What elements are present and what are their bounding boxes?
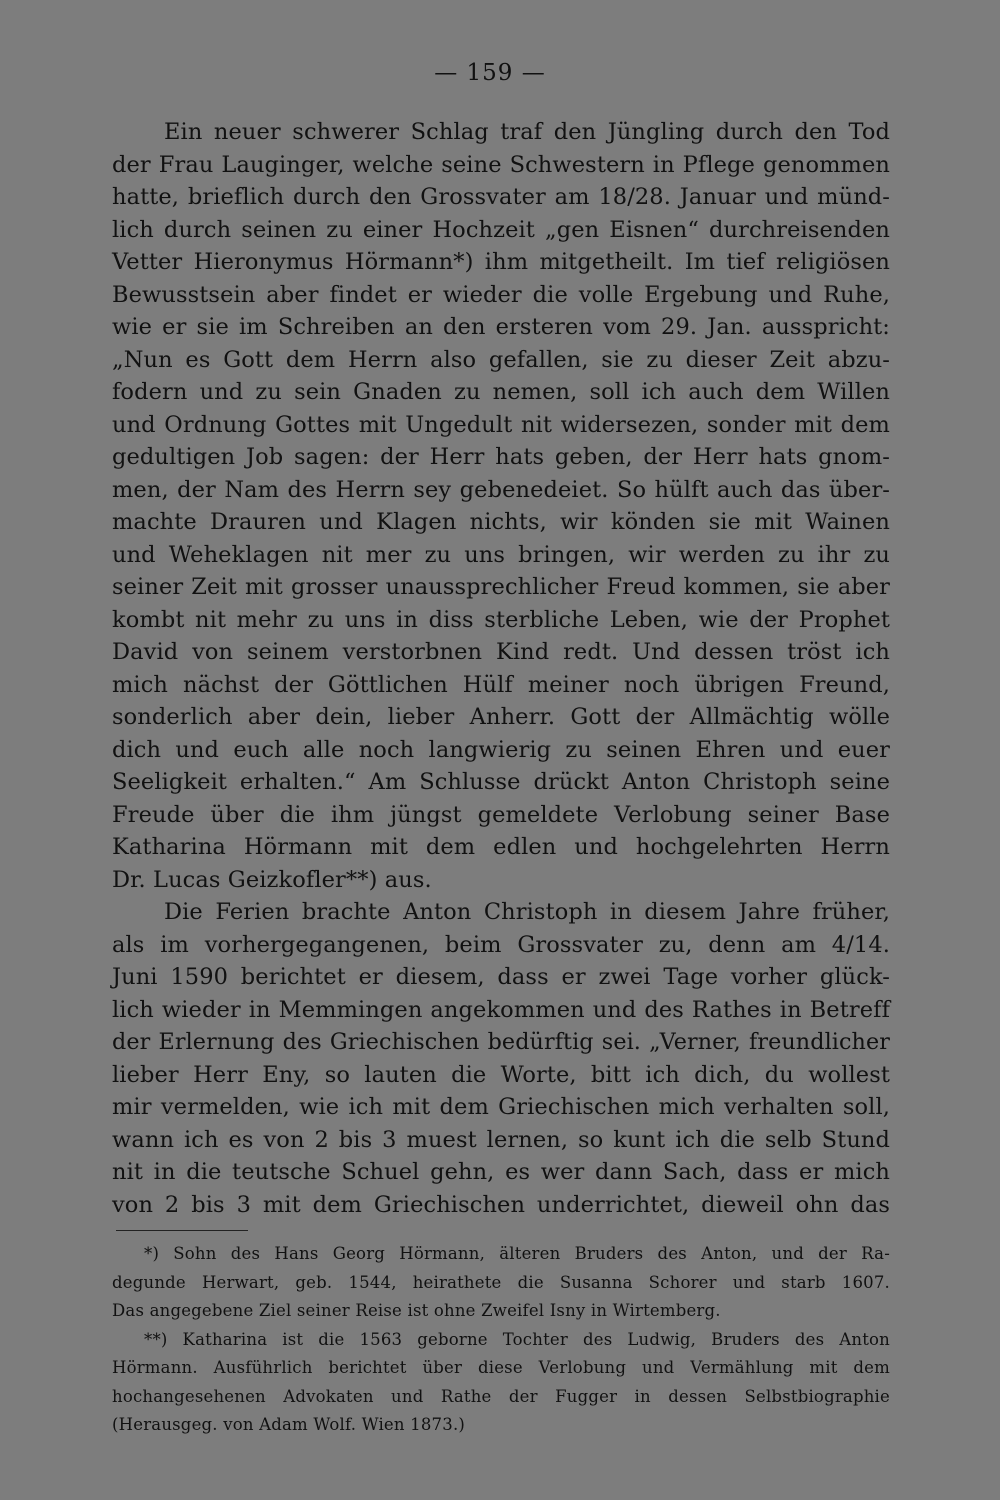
footnote-line-5: Hörmann. Ausführlich berichtet über diese Verlobung und Vermählung mit dem [112, 1358, 890, 1377]
text-line-20: dich und euch alle noch langwierig zu seinen Ehren und euer [112, 736, 890, 763]
text-line-32: wann ich es von 2 bis 3 muest lernen, so kunt ich die selb Stund [112, 1126, 890, 1153]
text-line-7: wie er sie im Schreiben an den ersteren vom 29. Jan. ausspricht: [112, 314, 890, 340]
text-line-27: Juni 1590 berichtet er diesem, dass er zwei Tage vorher glück- [112, 964, 890, 990]
footnote-divider [116, 1230, 248, 1231]
text-line-9: fodern und zu sein Gnaden zu nemen, soll ich auch dem Willen [112, 379, 890, 405]
page-number: — 159 — [434, 60, 546, 86]
text-line-10: und Ordnung Gottes mit Ungedult nit widersezen, sonder mit dem [112, 411, 890, 438]
footnote-line-7: (Herausgeg. von Adam Wolf. Wien 1873.) [112, 1415, 466, 1434]
text-line-14: und Weheklagen nit mer zu uns bringen, wir werden zu ihr zu [112, 541, 890, 568]
text-line-4: lich durch seinen zu einer Hochzeit „gen Eisnen“ durchreisenden [112, 216, 890, 243]
text-line-2: der Frau Lauginger, welche seine Schwestern in Pflege genommen [112, 151, 890, 178]
footnote-line-6: hochangesehenen Advokaten und Rathe der Fugger in dessen Selbstbiographie [112, 1386, 890, 1406]
text-line-1: Ein neuer schwerer Schlag traf den Jüngling durch den Tod [164, 119, 890, 145]
main-text [112, 116, 890, 1221]
text-line-33: nit in die teutsche Schuel gehn, es wer dann Sach, dass er mich [112, 1159, 890, 1185]
text-line-15: seiner Zeit mit grosser unaussprechlicher Freud kommen, sie aber [112, 574, 890, 600]
text-line-6: Bewusstsein aber findet er wieder die volle Ergebung und Ruhe, [112, 281, 890, 308]
text-line-5: Vetter Hieronymus Hörmann*) ihm mitgetheilt. Im tief religiösen [112, 249, 890, 275]
text-line-22: Freude über die ihm jüngst gemeldete Verlobung seiner Base [112, 801, 890, 828]
text-line-29: der Erlernung des Griechischen bedürftig sei. „Verner, freundlicher [112, 1029, 890, 1055]
text-line-19: sonderlich aber dein, lieber Anherr. Gott der Allmächtig wölle [112, 704, 890, 730]
text-line-34: von 2 bis 3 mit dem Griechischen underrichtet, dieweil ohn das [112, 1191, 890, 1218]
footnote-line-1: *) Sohn des Hans Georg Hörmann, älteren Bruders des Anton, und der Ra- [144, 1244, 890, 1263]
text-line-17: David von seinem verstorbnen Kind redt. Und dessen tröst ich [112, 639, 890, 665]
footnote-line-4: **) Katharina ist die 1563 geborne Tochter des Ludwig, Bruders des Anton [144, 1329, 890, 1349]
text-line-25: Die Ferien brachte Anton Christoph in diesem Jahre früher, [164, 899, 890, 925]
footnote-line-3: Das angegebene Ziel seiner Reise ist ohne Zweifel Isny in Wirtemberg. [112, 1301, 721, 1320]
text-line-18: mich nächst der Göttlichen Hülf meiner noch übrigen Freund, [112, 671, 890, 698]
text-line-3: hatte, brieflich durch den Grossvater am 18/28. Januar und münd- [112, 184, 890, 210]
footnote-line-2: degunde Herwart, geb. 1544, heirathete die Susanna Schorer und starb 1607. [112, 1272, 890, 1292]
text-line-12: men, der Nam des Herrn sey gebenedeiet. So hülft auch das über- [112, 476, 890, 503]
text-line-28: lich wieder in Memmingen angekommen und des Rathes in Betreff [112, 996, 890, 1023]
text-line-13: machte Drauren und Klagen nichts, wir könden sie mit Wainen [112, 509, 890, 535]
text-line-26: als im vorhergegangenen, beim Grossvater zu, denn am 4/14. [112, 931, 890, 958]
text-line-21: Seeligkeit erhalten.“ Am Schlusse drückt Anton Christoph seine [112, 769, 890, 795]
footnotes [112, 1240, 890, 1440]
text-line-31: mir vermelden, wie ich mit dem Griechischen mich verhalten soll, [112, 1094, 890, 1120]
text-line-24: Dr. Lucas Geizkofler**) aus. [112, 866, 432, 893]
text-line-8: „Nun es Gott dem Herrn also gefallen, sie zu dieser Zeit abzu- [112, 346, 890, 373]
text-line-16: kombt nit mehr zu uns in diss sterbliche Leben, wie der Prophet [112, 606, 890, 633]
text-line-11: gedultigen Job sagen: der Herr hats geben, der Herr hats gnom- [112, 444, 890, 470]
text-line-30: lieber Herr Eny, so lauten die Worte, bitt ich dich, du wollest [112, 1061, 890, 1088]
text-line-23: Katharina Hörmann mit dem edlen und hochgelehrten Herrn [112, 834, 890, 860]
